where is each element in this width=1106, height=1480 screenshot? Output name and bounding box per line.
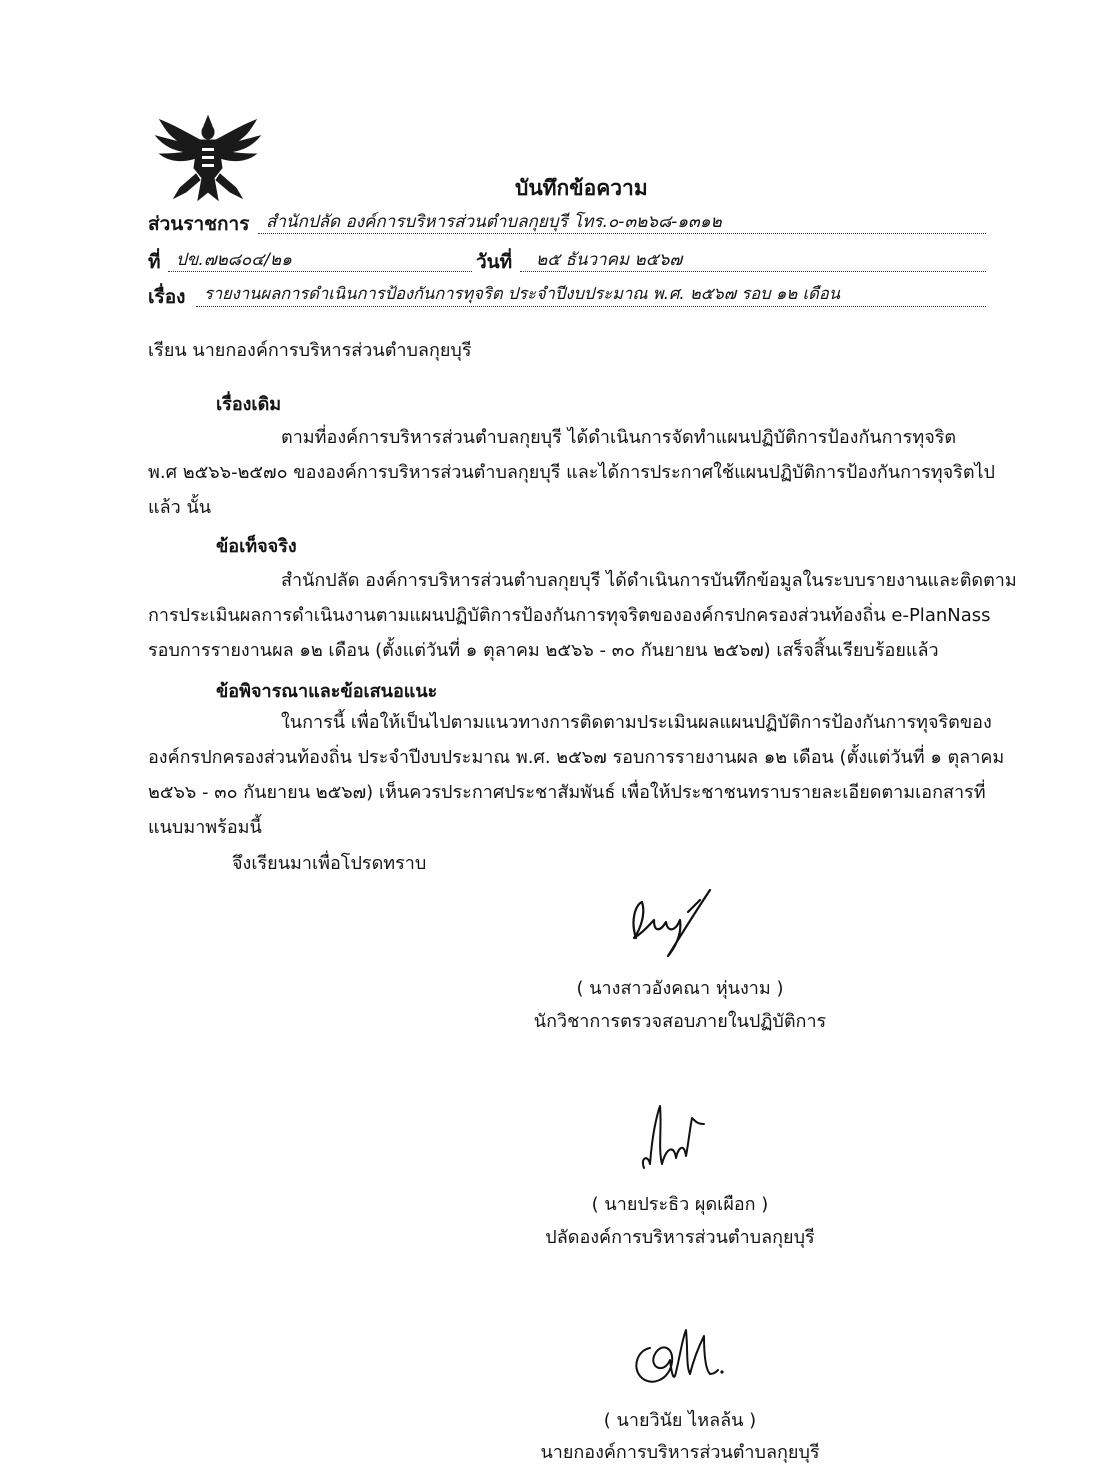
signature-1 (620, 880, 720, 960)
section-heading-facts: ข้อเท็จจริง (216, 536, 297, 557)
memo-title: บันทึกข้อความ (515, 176, 648, 200)
garuda-emblem-icon (150, 112, 266, 204)
paragraph-line: ในการนี้ เพื่อให้เป็นไปตามแนวทางการติดตามประเมินผลแผนปฏิบัติการป้องกันการทุจริตของ (281, 712, 992, 733)
subject-value: รายงานผลการดำเนินการป้องกันการทุจริต ประจำปีงบประมาณ พ.ศ. ๒๕๖๗ รอบ ๑๒ เดือน (204, 284, 841, 303)
section-body-considerations (148, 705, 1003, 845)
paragraph-line: แล้ว นั้น (148, 497, 212, 518)
subject-dotline (196, 306, 986, 307)
paragraph-line: องค์กรปกครองส่วนท้องถิ่น ประจำปีงบประมาณ พ.ศ. ๒๕๖๗ รอบการรายงานผล ๑๒ เดือน (ตั้งแต่วันที่ ๑ ตุลาคม (148, 747, 1005, 768)
signatory-3-position: นายกองค์การบริหารส่วนตำบลกุยบุรี (540, 1442, 820, 1463)
paragraph-line: แนบมาพร้อมนี้ (148, 817, 262, 838)
signatory-1-position: นักวิชาการตรวจสอบภายในปฏิบัติการ (533, 1011, 827, 1032)
paragraph-line: พ.ศ ๒๕๖๖-๒๕๗๐ ขององค์การบริหารส่วนตำบลกุยบุรี และได้การประกาศใช้แผนปฏิบัติการป้องกันการทุจริตไป (148, 462, 995, 483)
agency-label: ส่วนราชการ (148, 213, 250, 235)
signatory-1-name: ( นางสาวอังคณา หุ่นงาม ) (576, 978, 784, 999)
section-body-background (148, 420, 1003, 525)
section-heading-considerations: ข้อพิจารณาและข้อเสนอแนะ (216, 681, 438, 702)
paragraph-line: การประเมินผลการดำเนินงานตามแผนปฏิบัติการป้องกันการทุจริตขององค์กรปกครองส่วนท้องถิ่น e-PlanNass (148, 605, 991, 626)
paragraph-line: รอบการรายงานผล ๑๒ เดือน (ตั้งแต่วันที่ ๑ ตุลาคม ๒๕๖๖ - ๓๐ กันยายน ๒๕๖๗) เสร็จสิ้นเรียบร้อยแล้ว (148, 640, 939, 661)
closing-line: จึงเรียนมาเพื่อโปรดทราบ (232, 853, 427, 874)
signature-2 (630, 1098, 710, 1178)
paragraph-line: ตามที่องค์การบริหารส่วนตำบลกุยบุรี ได้ดำเนินการจัดทำแผนปฏิบัติการป้องกันการทุจริต (281, 427, 957, 448)
date-value: ๒๕ ธันวาคม ๒๕๖๗ (536, 250, 683, 270)
salutation: เรียน นายกองค์การบริหารส่วนตำบลกุยบุรี (148, 340, 472, 361)
paragraph-line: ๒๕๖๖ - ๓๐ กันยายน ๒๕๖๗) เห็นควรประกาศประชาสัมพันธ์ เพื่อให้ประชาชนทราบรายละเอียดตามเอกสารที่ (148, 782, 986, 803)
agency-value: สำนักปลัด องค์การบริหารส่วนตำบลกุยบุรี โทร.๐-๓๒๖๘-๑๓๑๒ (266, 212, 722, 232)
section-heading-background: เรื่องเดิม (216, 394, 282, 415)
section-body-facts (148, 563, 1017, 668)
signatory-2-position: ปลัดองค์การบริหารส่วนตำบลกุยบุรี (545, 1227, 815, 1248)
signatory-2-name: ( นายประธิว ผุดเผือก ) (591, 1194, 769, 1215)
signature-3 (620, 1316, 730, 1396)
subject-label: เรื่อง (148, 286, 186, 308)
ref-label: ที่ (148, 251, 161, 273)
signatory-3-name: ( นายวินัย ไหลล้น ) (603, 1410, 757, 1431)
ref-value: ปข.๗๒๘๐๔/๒๑ (176, 250, 292, 270)
date-label: วันที่ (476, 251, 513, 273)
paragraph-line: สำนักปลัด องค์การบริหารส่วนตำบลกุยบุรี ได้ดำเนินการบันทึกข้อมูลในระบบรายงานและติดตาม (281, 570, 1017, 591)
